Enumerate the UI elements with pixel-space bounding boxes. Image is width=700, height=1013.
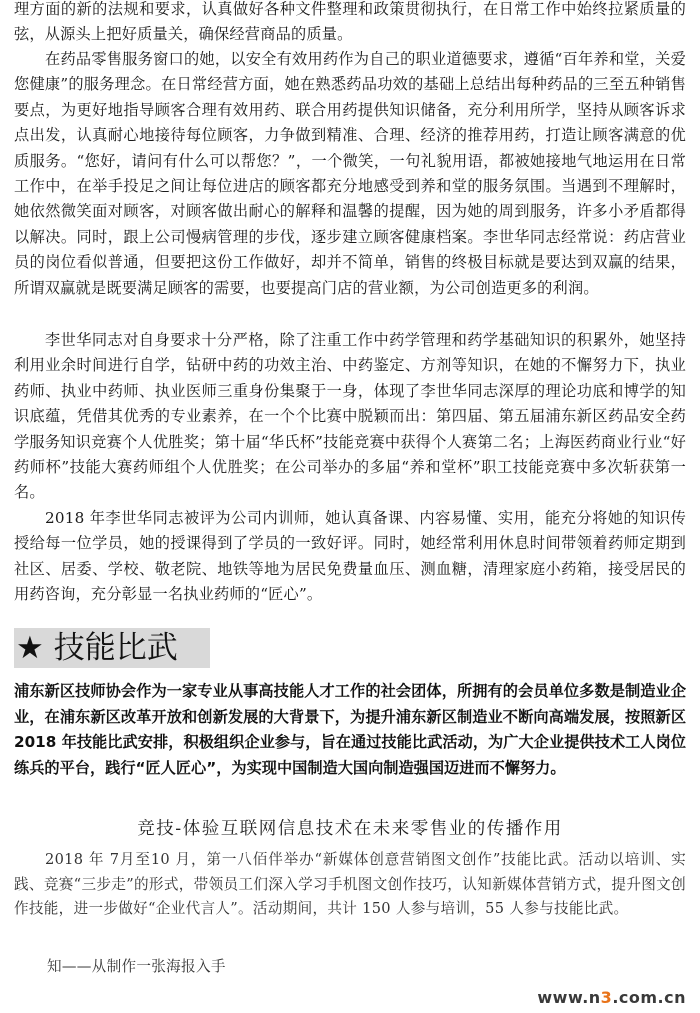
- competition-paragraph: 2018 年 7月至10 月，第一八佰伴举办“新媒体创意营销图文创作”技能比武。活动以培训、实践、竞赛“三步走”的形式，带领员工们深入学习手机图文创作技巧，认知新媒体营销方式，提升图文创作技能，进一步做好“企业代言人”。活动期间，共计 150 人参与培训，55 人参与技能比武。: [14, 851, 686, 918]
- watermark-prefix: www.n: [537, 988, 601, 1007]
- section-heading: [14, 628, 210, 668]
- watermark-accent: 3: [600, 988, 613, 1007]
- article-paragraph-4: 2018 年李世华同志被评为公司内训师，她认真备课、内容易懂、实用，能充分将她的知识传授给每一位学员，她的授课得到了学员的一致好评。同时，她经常利用休息时间带领着药师定期到社区、居委、学校、敬老院、地铁等地为居民免费量血压、测血糖，清理家庭小药箱，接受居民的用药咨询，充分彰显一名执业药师的“匠心”。: [14, 509, 686, 604]
- site-watermark: [537, 988, 686, 1007]
- star-icon: ★: [16, 630, 44, 666]
- section-heading-text: 技能比武: [53, 630, 178, 666]
- article-paragraph-1: 理方面的新的法规和要求，认真做好各种文件整理和政策贯彻执行，在日常工作中始终拉紧质量的弦，从源头上把好质量关，确保经营商品的质量。: [14, 0, 686, 44]
- watermark-suffix: .com.cn: [612, 988, 686, 1007]
- article-paragraph-3: 李世华同志对自身要求十分严格，除了注重工作中药学管理和药学基础知识的积累外，她坚持利用业余时间进行自学，钻研中药的功效主治、中药鉴定、方剂等知识，在她的不懈努力下，执业药师、执业中药师、执业医师三重身份集聚于一身，体现了李世华同志深厚的理论功底和博学的知识底蕴，凭借其优秀的专业素养，在一个个比赛中脱颖而出：第四届、第五届浦东新区药品安全药学服务知识竞赛个人优胜奖；第十届“华氏杯”技能竞赛中获得个人赛第二名；上海医药商业行业“好药师杯”技能大赛药师组个人优胜奖；在公司举办的多届“养和堂杯”职工技能竞赛中多次斩获第一名。: [14, 331, 686, 502]
- article-paragraph-2: 在药品零售服务窗口的她，以安全有效用药作为自己的职业道德要求，遵循“百年养和堂，关爱您健康”的服务理念。在日常经营方面，她在熟悉药品功效的基础上总结出每种药品的三至五种销售要点，为更好地指导顾客合理有效用药、联合用药提供知识储备，充分利用所学，坚持从顾客诉求点出发，认真耐心地接待每位顾客，力争做到精准、合理、经济的推荐用药，打造让顾客满意的优质服务。“您好，请问有什么可以帮您？”，一个微笑，一句礼貌用语，都被她接地气地运用在日常工作中，在举手投足之间让每位进店的顾客都充分地感受到养和堂的服务氛围。当遇到不理解时，她依然微笑面对顾客，对顾客做出耐心的解释和温馨的提醒，因为她的周到服务，许多小矛盾都得以解决。同时，跟上公司慢病管理的步伐，逐步建立顾客健康档案。李世华同志经常说：药店营业员的岗位看似普通，但要把这份工作做好，却并不简单，销售的终极目标就是要达到双赢的结果，所谓双赢就是既要满足顾客的需要，也要提高门店的营业额，为公司创造更多的利润。: [14, 50, 686, 297]
- sub-item-heading: 知——从制作一张海报入手: [47, 958, 226, 975]
- sub-title: 竞技-体验互联网信息技术在未来零售业的传播作用: [137, 819, 563, 839]
- section-lead-paragraph: 浦东新区技师协会作为一家专业从事高技能人才工作的社会团体，所拥有的会员单位多数是制造业企业，在浦东新区改革开放和创新发展的大背景下，为提升浦东新区制造业不断向高端发展，按照新区 2018 年技能比武安排，积极组织企业参与，旨在通过技能比武活动，为广大企业提供技术工人岗位练兵的平台，践行“匠人匠心”，为实现中国制造大国向制造强国迈进而不懈努力。: [14, 682, 686, 777]
